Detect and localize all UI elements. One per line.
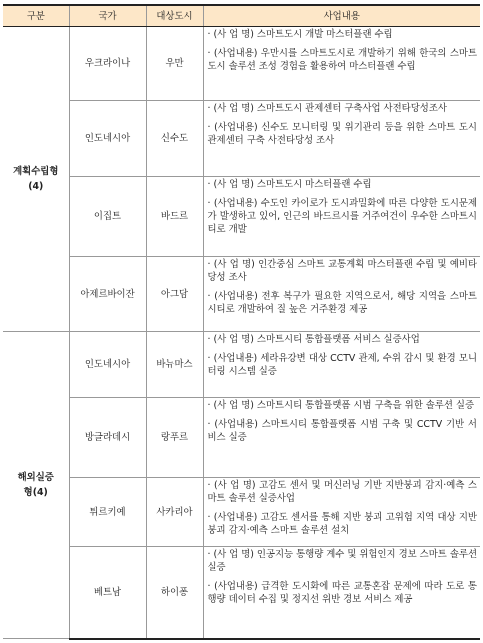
project-name-text: · (사 업 명) 고감도 센서 및 머신러닝 기반 지반붕괴 감지·예측 스마트 솔루션 실증사업: [207, 480, 477, 504]
city-cell: 우만: [146, 27, 203, 101]
project-name-text: · (사 업 명) 스마트도시 마스터플랜 수립: [207, 179, 372, 190]
country-cell: 우크라이나: [69, 27, 146, 101]
content-cell: [203, 398, 480, 478]
project-detail-text: · (사업내용) 신수도 모니터링 및 위기관리 등을 위한 스마트 도시관제센터 구축 사전타당성 조사: [207, 122, 477, 146]
table-row: [3, 257, 480, 332]
content-cell: [203, 177, 480, 257]
content-cell: [203, 27, 480, 101]
header-city: 대상도시: [146, 5, 203, 27]
table-row: [3, 27, 480, 101]
content-cell: [203, 101, 480, 177]
project-detail-text: · (사업내용) 고감도 센서를 통해 지반 붕괴 고위험 지역 대상 지반붕괴 감지·예측 스마트 솔루션 설치: [207, 512, 477, 536]
city-cell: 바뉴마스: [146, 332, 203, 398]
project-detail-text: · (사업내용) 세라유강변 대상 CCTV 관제, 수위 감시 및 환경 모니터링 시스템 실증: [207, 353, 477, 377]
project-name-text: · (사 업 명) 인간중심 스마트 교통계획 마스터플랜 수립 및 예비타당성 조사: [207, 259, 477, 283]
project-name-text: · (사 업 명) 스마트도시 개발 마스터플랜 수립: [207, 29, 393, 40]
project-table: [3, 4, 480, 640]
city-cell: 사카리아: [146, 478, 203, 547]
table-row: [3, 547, 480, 639]
table-row: [3, 478, 480, 547]
country-cell: 아제르바이잔: [69, 257, 146, 332]
table-row: [3, 177, 480, 257]
project-name-text: · (사 업 명) 스마트도시 관제센터 구축사업 사전타당성조사: [207, 103, 447, 114]
country-cell: 인도네시아: [69, 332, 146, 398]
table-row: [3, 101, 480, 177]
project-name-text: · (사 업 명) 인공지능 통행량 계수 및 위험인지 경보 스마트 솔루션 실증: [207, 549, 477, 573]
project-detail-text: · (사업내용) 전후 복구가 필요한 지역으로서, 해당 지역을 스마트시티로 개발하여 질 높은 거주환경 제공: [207, 291, 477, 315]
content-cell: [203, 332, 480, 398]
header-row: [3, 5, 480, 27]
header-country: 국가: [69, 5, 146, 27]
group-label-line: (4): [28, 181, 44, 192]
content-cell: [203, 547, 480, 639]
country-cell: 방글라데시: [69, 398, 146, 478]
city-cell: 신수도: [146, 101, 203, 177]
group-label-line: 해외실증: [17, 472, 54, 483]
city-cell: 하이퐁: [146, 547, 203, 639]
group-label-line: 형(4): [23, 487, 48, 498]
country-cell: 이집트: [69, 177, 146, 257]
table-row: [3, 332, 480, 398]
content-cell: [203, 478, 480, 547]
city-cell: 아그담: [146, 257, 203, 332]
group-label-line: 계획수립형: [13, 166, 59, 177]
city-cell: 랑푸르: [146, 398, 203, 478]
city-cell: 바드르: [146, 177, 203, 257]
content-cell: [203, 257, 480, 332]
project-detail-text: · (사업내용) 우만시를 스마트도시로 개발하기 위해 한국의 스마트도시 솔루션 조성 경험을 활용하여 마스터플랜 수립: [207, 48, 477, 72]
project-detail-text: · (사업내용) 급격한 도시화에 따른 교통혼잡 문제에 따라 도로 통행량 데이터 수집 및 정지선 위반 경보 서비스 제공: [207, 581, 477, 605]
table-row: [3, 398, 480, 478]
country-cell: 베트남: [69, 547, 146, 639]
project-detail-text: · (사업내용) 수도인 카이로가 도시과밀화에 따른 다양한 도시문제가 발생하고 있어, 인근의 바드르시를 거주여건이 우수한 스마트시티로 개발: [207, 198, 477, 235]
project-name-text: · (사 업 명) 스마트시티 통합플랫폼 시범 구축을 위한 솔루션 실증: [207, 400, 475, 411]
country-cell: 인도네시아: [69, 101, 146, 177]
project-detail-text: · (사업내용) 스마트시티 통합플랫폼 시범 구축 및 CCTV 기반 서비스 실증: [207, 419, 477, 443]
header-category: 구분: [3, 5, 69, 27]
project-name-text: · (사 업 명) 스마트시티 통합플랫폼 서비스 실증사업: [207, 334, 420, 345]
country-cell: 튀르키예: [69, 478, 146, 547]
header-content: 사업내용: [203, 5, 480, 27]
group-label-demonstration: [3, 332, 69, 639]
group-label-planning: [3, 27, 69, 332]
